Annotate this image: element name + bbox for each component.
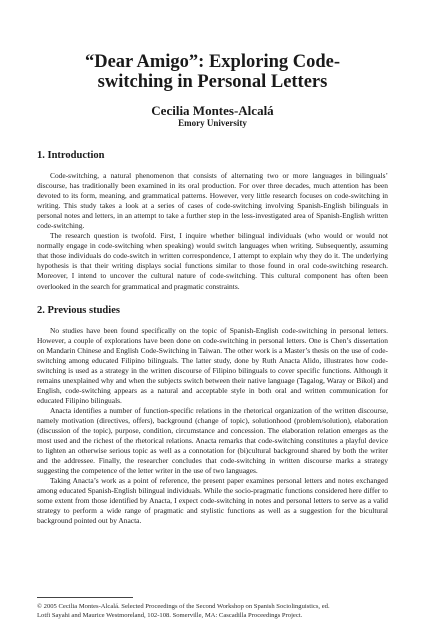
footnote-line: Lotfi Sayahi and Maurice Westmoreland, 102-108. Somerville, MA: Cascadilla Proceedings Project. bbox=[37, 611, 303, 619]
body-paragraph: The research question is twofold. First, I inquire whether bilingual individuals (who would or would not normally engage in code-switching when speaking) would switch languages when writing. Subsequently, assuming that those individuals do code-switch in written correspondence, I attempt to explain why they do it. The underlying hypothesis is that their writing displays social functions similar to those found in oral code-switching research. Moreover, I intend to uncover the cultural nature of code-switching. This cultural component has often been overlooked in the search for grammatical and pragmatic constraints. bbox=[37, 231, 388, 291]
paper-title: “Dear Amigo”: Exploring Code-switching in Personal Letters bbox=[84, 52, 341, 92]
body-paragraph: No studies have been found specifically on the topic of Spanish-English code-switching in personal letters. However, a couple of explorations have been done on code-switching in personal letters. One is Chen’s dissertation on Mandarin Chinese and English Code-Switching in Taiwan. The other work is a Master’s thesis on the use of code-switching among educated Filipino bilinguals. The latter study, done by Ruth Anacta Alido, illustrates how code-switching is used as a strategy in the written discourse of Filipino bilinguals to cover specific functions. Although it remains unexplained why and when the subjects switch between their native language (Tagalog, Waray or Bikol) and English, code-switching appears as a natural and acceptable style in both oral and written communication for educated Filipino bilinguals. bbox=[37, 325, 388, 405]
footnote bbox=[37, 603, 389, 621]
footnote-divider bbox=[37, 597, 133, 598]
section-previous-studies bbox=[37, 305, 388, 527]
author-affiliation: Emory University bbox=[178, 118, 247, 128]
body-paragraph: Anacta identifies a number of function-specific relations in the rhetorical organization of the written discourse, namely motivation (directives, offers), background (change of topic), solutionhood (problem/solution), elaboration (discussion of the topic), purpose, condition, circumstance and concession. The elaboration relation emerges as the most used and the richest of the rhetorical relations. Anacta remarks that code-switching constitutes a playful device to lighten an otherwise serious topic as well as a connotation for (bi)cultural background shared by both the writer and the addressee. Finally, the researcher concludes that code-switching in written discourse marks a strategy suggesting the competence of the letter writer in the use of two languages. bbox=[37, 405, 388, 476]
author-name: Cecilia Montes-Alcalá bbox=[151, 103, 274, 118]
body-paragraph: Taking Anacta’s work as a point of reference, the present paper examines personal letters and notes exchanged among educated Spanish-English bilingual individuals. While the socio-pragmatic functions considered here differ to some extent from those identified by Anacta, I expect code-switching in notes and personal letters to serve as a valid strategy to perform a wide range of pragmatic and stylistic functions as well as a suggestion for the bicultural background pointed out by Anacta. bbox=[37, 476, 388, 526]
section-heading: 2. Previous studies bbox=[37, 304, 120, 316]
body-paragraph: Code-switching, a natural phenomenon that consists of alternating two or more languages in bilinguals’ discourse, has traditionally been examined in its oral production. For over three decades, much attention has been devoted to its form, meaning, and grammatical patterns. However, very little research focuses on code-switching in writing. This study takes a look at a series of cases of code-switching involving Spanish-English bilinguals in personal notes and letters, in an attempt to take a further step in the less-investigated area of Spanish-English written code-switching. bbox=[37, 171, 388, 231]
section-introduction bbox=[37, 150, 388, 292]
section-heading: 1. Introduction bbox=[37, 150, 105, 161]
footnote-line: © 2005 Cecilia Montes-Alcalá. Selected Proceedings of the Second Workshop on Spanish Sociolinguistics, ed. bbox=[37, 603, 330, 610]
